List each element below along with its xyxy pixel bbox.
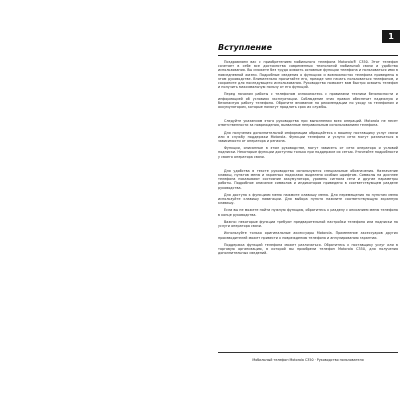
paragraph: Поддержка функций телефона может различаться. Обратитесь к поставщику услуг или в торговую организацию, в которой вы приобрели телефон Motorola C350, для получения дополнительных сведений.: [218, 242, 398, 256]
paragraph: Следуйте указаниям этого руководства при выполнении всех операций. Motorola не несет ответственности за повреждения, вызванные неправильным использованием телефона.: [218, 119, 398, 128]
page-number-badge: [382, 30, 400, 43]
document-body: [218, 60, 398, 342]
page-footer: Мобильный телефон Motorola C350 · Руководство пользователя: [252, 358, 364, 362]
paragraph: Функции, описанные в этом руководстве, могут зависеть от сети оператора и условий подписки. Некоторые функции доступны только при поддержке их сетью. Уточняйте подробности у своего оператора связи.: [218, 146, 398, 159]
footer-divider: [218, 352, 398, 353]
paragraph: Используйте только оригинальные аксессуары Motorola. Применение аксессуаров других производителей может привести к повреждению телефона и аннулированию гарантии.: [218, 231, 398, 240]
paragraph: Если вы не можете найти нужную функцию, обратитесь к разделу с описанием меню телефона в конце руководства.: [218, 208, 398, 217]
paragraph: Важно: некоторые функции требуют предварительной настройки телефона или подписки на услуги оператора связи.: [218, 219, 398, 229]
paragraph: Перед началом работы с телефоном ознакомьтесь с правилами техники безопасности и информацией об условиях эксплуатации. Соблюдение этих правил обеспечит надежную и безопасную работу телефона. Обратите внимание на рекомендации по уходу за телефоном и аккумулятором, которые помогут продлить срок их службы.: [218, 92, 398, 110]
paragraph: Для доступа к функциям меню нажмите клавишу меню. Для перемещения по пунктам меню используйте клавишу навигации. Для выбора пункта нажмите соответствующую экранную клавишу.: [218, 192, 398, 206]
title-divider: [218, 55, 398, 56]
page-number: 1: [388, 32, 394, 41]
paragraph: Поздравляем вас с приобретением мобильного телефона Motorola® C350. Этот телефон сочетает в себе все достоинства современных технологий мобильной связи и удобство использования. Вы сможете без труда освоить основные функции телефона и пользоваться ими в повседневной жизни. Подробные сведения о функциях и возможностях телефона приведены в этом руководстве. Внимательно прочитайте его, прежде чем начать пользоваться телефоном, и сохраните для последующего использования. Руководство поможет вам быстро освоить телефон и получить максимальную пользу от его функций.: [218, 60, 398, 90]
section-title: Вступление: [218, 43, 273, 52]
paragraph: Для удобства в тексте руководства используются специальные обозначения. Назначение клавиш, пунктов меню и экранных подсказок выделено особым шрифтом. Символы на дисплее телефона показывают состояние аккумулятора, уровень сигнала сети и другие параметры работы. Подробное описание символов и индикаторов приведено в соответствующем разделе руководства.: [218, 168, 398, 190]
paragraph: Для получения дополнительной информации обращайтесь к вашему поставщику услуг связи или в службу поддержки Motorola. Функции телефона и услуги сети могут различаться в зависимости от оператора и региона.: [218, 130, 398, 144]
